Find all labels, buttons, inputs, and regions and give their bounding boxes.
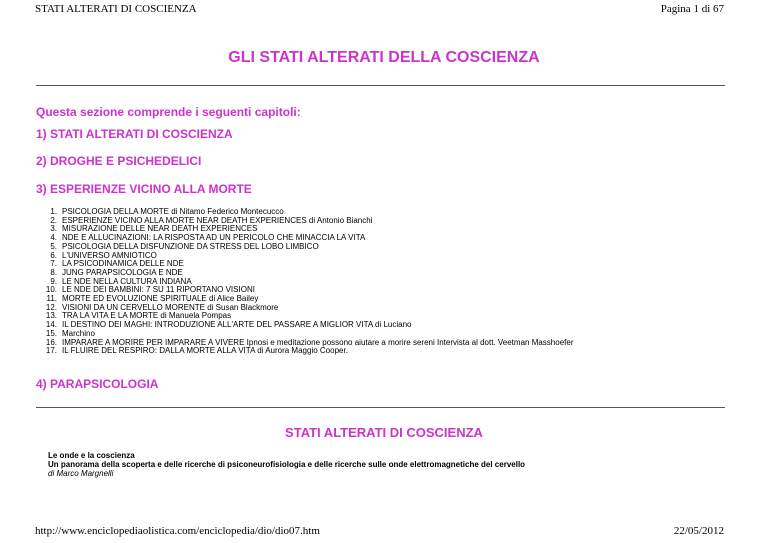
toc-item-link[interactable]: NDE E ALLUCINAZIONI: LA RISPOSTA AD UN PERICOLO CHE MINACCIA LA VITA bbox=[62, 233, 366, 243]
toc-item-link[interactable]: PSICOLOGIA DELLA DISFUNZIONE DA STRESS DEL LOBO LIMBICO bbox=[62, 241, 319, 251]
toc-item-link[interactable]: LA PSICODINAMICA DELLE NDE bbox=[62, 259, 184, 269]
toc-item-author: di Alice Bailey bbox=[206, 294, 259, 304]
toc-item-link[interactable]: L'UNIVERSO AMNIOTICO bbox=[62, 250, 157, 260]
header-doc-title: STATI ALTERATI DI COSCIENZA bbox=[35, 3, 197, 15]
toc-item-link[interactable]: Marchino bbox=[62, 328, 95, 338]
toc-item-link[interactable]: MISURAZIONE DELLE NEAR DEATH EXPERIENCES bbox=[62, 224, 258, 234]
toc-item-number: 4. bbox=[50, 233, 57, 243]
article-intro bbox=[48, 451, 525, 478]
chapter-link-3[interactable]: 3) ESPERIENZE VICINO ALLA MORTE bbox=[36, 182, 252, 196]
toc-item-link[interactable]: LE NDE NELLA CULTURA INDIANA bbox=[62, 276, 192, 286]
toc-item-link[interactable]: VISIONI DA UN CERVELLO MORENTE bbox=[62, 302, 205, 312]
toc-item-number: 12. bbox=[45, 302, 57, 312]
toc-item-number: 10. bbox=[45, 285, 57, 295]
toc-item-text bbox=[62, 321, 412, 330]
toc-item-link[interactable]: ESPERIENZE VICINO ALLA MORTE NEAR DEATH EXPERIENCES bbox=[62, 215, 307, 225]
toc-item-link[interactable]: MORTE ED EVOLUZIONE SPIRITUALE bbox=[62, 294, 207, 304]
footer-url: http://www.enciclopediaolistica.com/enciclopedia/dio/dio07.htm bbox=[35, 525, 320, 537]
toc-item-link[interactable]: LE NDE DEI BAMBINI: 7 SU 11 RIPORTANO VISIONI bbox=[62, 285, 255, 295]
header-page-number: Pagina 1 di 67 bbox=[660, 3, 724, 15]
toc-item-author: di Nitamo Federico Montecucco bbox=[169, 207, 284, 216]
page-title: GLI STATI ALTERATI DELLA COSCIENZA bbox=[228, 49, 540, 66]
toc-item-number: 6. bbox=[50, 250, 57, 260]
section-title: STATI ALTERATI DI COSCIENZA bbox=[285, 425, 483, 440]
footer-date: 22/05/2012 bbox=[673, 525, 724, 537]
article-title: Le onde e la coscienza bbox=[48, 451, 135, 460]
toc-item-link[interactable]: PSICOLOGIA DELLA MORTE bbox=[62, 207, 169, 216]
toc-item-link[interactable]: IL FLUIRE DEL RESPIRO: DALLA MORTE ALLA VITA bbox=[62, 346, 255, 356]
toc-item-number: 11. bbox=[46, 294, 57, 304]
toc-item-link[interactable]: TRA LA VITA E LA MORTE bbox=[62, 311, 159, 321]
toc-item-author: di Susan Blackmore bbox=[205, 302, 279, 312]
toc-item-link[interactable]: IMPARARE A MORIRE PER IMPARARE A VIVERE bbox=[62, 337, 245, 347]
toc-item-author: Ipnosi e meditazione possono aiutare a morire sereni Intervista al dott. Veetman Masshoefer bbox=[244, 337, 574, 347]
chapter-link-1[interactable]: 1) STATI ALTERATI DI COSCIENZA bbox=[36, 127, 233, 141]
toc-item-number: 3. bbox=[50, 224, 57, 234]
chapter-link-2[interactable]: 2) DROGHE E PSICHEDELICI bbox=[36, 154, 202, 168]
toc-item-number: 13. bbox=[45, 311, 57, 321]
toc-item-author: di Aurora Maggio Cooper. bbox=[254, 346, 348, 356]
toc-item-number: 2. bbox=[50, 215, 57, 225]
toc-item-author: di Luciano bbox=[372, 320, 412, 330]
toc-item-number: 5. bbox=[50, 241, 57, 251]
toc-item-number: 16. bbox=[45, 337, 57, 347]
toc-item-number: 1. bbox=[50, 207, 57, 216]
chapter-link-4[interactable]: 4) PARAPSICOLOGIA bbox=[36, 377, 159, 391]
chapter-3-toc bbox=[36, 208, 574, 356]
toc-item-text bbox=[62, 347, 348, 356]
toc-item-link[interactable]: JUNG PARAPSICOLOGIA E NDE bbox=[62, 267, 183, 277]
toc-item-number: 9. bbox=[50, 276, 57, 286]
toc-item bbox=[36, 321, 574, 330]
article-subtitle: Un panorama della scoperta e delle ricerche di psiconeurofisiologia e delle ricerche sulle onde elettromagnetiche del cervello bbox=[48, 460, 526, 469]
divider-section bbox=[36, 407, 725, 408]
toc-item-link[interactable]: IL DESTINO DEI MAGHI: INTRODUZIONE ALL'ARTE DEL PASSARE A MIGLIOR VITA bbox=[62, 320, 373, 330]
toc-item-author: di Manuela Pompas bbox=[158, 311, 232, 321]
toc-item-number: 14. bbox=[45, 320, 57, 330]
toc-item-number: 7. bbox=[50, 259, 57, 269]
toc-item bbox=[36, 347, 574, 356]
toc-item-number: 17. bbox=[45, 346, 57, 356]
article-author: di Marco Margnelli bbox=[48, 469, 114, 478]
toc-item-number: 15. bbox=[45, 328, 57, 338]
divider-top bbox=[36, 85, 725, 86]
intro-text: Questa sezione comprende i seguenti capitoli: bbox=[36, 105, 301, 119]
toc-item-number: 8. bbox=[50, 267, 57, 277]
toc-item-author: di Antonio Bianchi bbox=[306, 215, 373, 225]
